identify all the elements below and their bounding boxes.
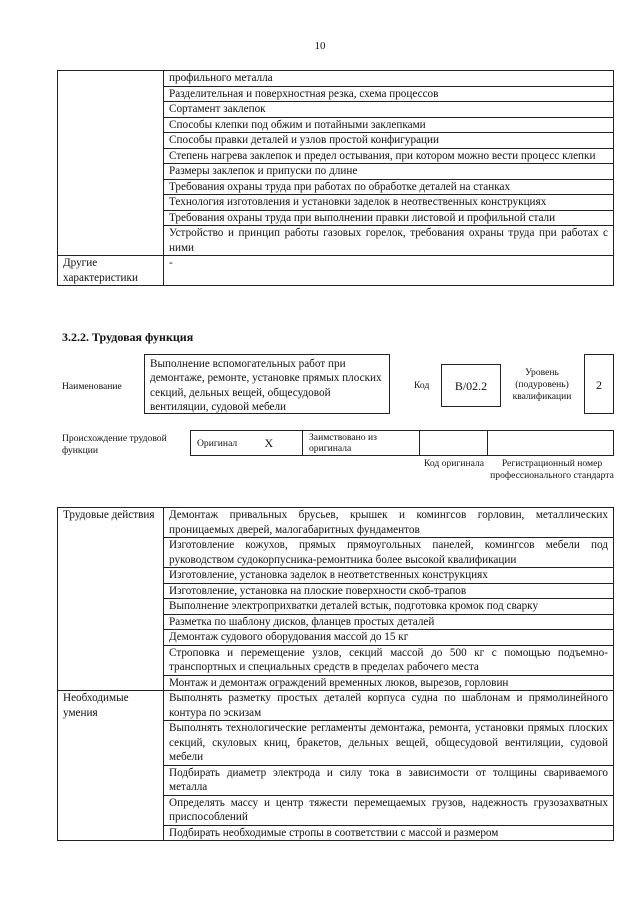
level-label: Уровень (подуровень) квалификации [512,367,572,402]
knowledge-item: Технология изготовления и установки заделок в неотвественных конструкциях [164,195,614,211]
labor-action-item: Изготовление кожухов, прямых прямоугольных панелей, комингсов мебели под руководством судокорпусника-ремонтника более высокой квалификации [164,538,614,568]
page-number: 10 [314,40,326,52]
labor-action-item: Изготовление, установка на плоские поверхности скоб-трапов [164,583,614,599]
empty-label-cell [58,71,164,256]
qualification-level-box: 2 [584,354,614,414]
skill-item: Определять массу и центр тяжести перемещаемых грузов, надежность грузозахватных приспособлений [164,795,614,825]
skill-item: Выполнять технологические регламенты демонтажа, ремонта, установки прямых плоских секций, скуловых книц, бракетов, дельных вещей, общесудовой вентиляции, судовой мебели [164,721,614,766]
borrowed-label: Заимствовано из оригинала [303,431,420,456]
original-label: Оригинал [191,431,259,456]
function-details-table [57,507,614,841]
labor-action-item: Выполнение электроприхватки деталей встык, подготовка кромок под сварку [164,599,614,615]
code-caption: Код оригинала [423,458,485,469]
knowledge-item: Разделительная и поверхностная резка, схема процессов [164,86,614,102]
function-name-box: Выполнение вспомогательных работ при демонтаже, ремонте, установке прямых плоских секций, дельных вещей, общесудовой вентиляции, судовой мебели [144,354,390,414]
section-title: 3.2.2. Трудовая функция [62,330,194,344]
knowledge-item: Степень нагрева заклепок и предел остывания, при котором можно вести процесс клепки [164,148,614,164]
name-label: Наименование [62,381,122,392]
labor-action-item: Изготовление, установка заделок в неответственных конструкциях [164,568,614,584]
labor-action-item: Разметка по шаблону дисков, фланцев простых деталей [164,614,614,630]
knowledge-item: Устройство и принцип работы газовых горелок, требования охраны труда при работах с ними [164,226,614,256]
code-label: Код [414,380,430,391]
labor-action-item: Демонтаж судового оборудования массой до 15 кг [164,630,614,646]
knowledge-item: Требования охраны труда при выполнении правки листовой и профильной стали [164,210,614,226]
origin-label: Происхождение трудовой функции [62,433,167,456]
labor-action-item: Строповка и перемещение узлов, секций массой до 500 кг с помощью подъемно-транспортных и специальных средств в пределах рабочего места [164,645,614,675]
function-code-box: B/02.2 [441,364,501,407]
labor-action-item: Монтаж и демонтаж ограждений временных люков, вырезов, горловин [164,675,614,691]
knowledge-item: Способы правки деталей и узлов простой конфигурации [164,133,614,149]
skill-item: Подбирать диаметр электрода и силу тока в зависимости от толщины свариваемого металла [164,765,614,795]
knowledge-item: Требования охраны труда при работах по обработке деталей на станках [164,179,614,195]
other-characteristics-label: Другие характеристики [58,256,164,286]
knowledge-item: профильного металла [164,71,614,87]
registration-caption: Регистрационный номер профессионального стандарта [490,458,614,481]
other-characteristics-value: - [164,256,614,286]
labor-action-item: Демонтаж привальных брусьев, крышек и комингсов горловин, металлических проницаемых дверей, малогабаритных фундаментов [164,508,614,538]
origin-table [190,430,614,456]
registration-number-cell [488,431,614,456]
original-mark: X [259,431,303,456]
skill-item: Подбирать необходимые стропы в соответствии с массой и размером [164,825,614,841]
labor-actions-label: Трудовые действия [58,508,164,691]
knowledge-item: Размеры заклепок и припуски по длине [164,164,614,180]
skills-label: Необходимые умения [58,691,164,841]
knowledge-item: Способы клепки под обжим и потайными заклепками [164,117,614,133]
skill-item: Выполнять разметку простых деталей корпуса судна по шаблонам и прямолинейного контура по эскизам [164,691,614,721]
knowledge-item: Сортамент заклепок [164,102,614,118]
knowledge-table-continued [57,70,614,286]
original-code-cell [420,431,488,456]
